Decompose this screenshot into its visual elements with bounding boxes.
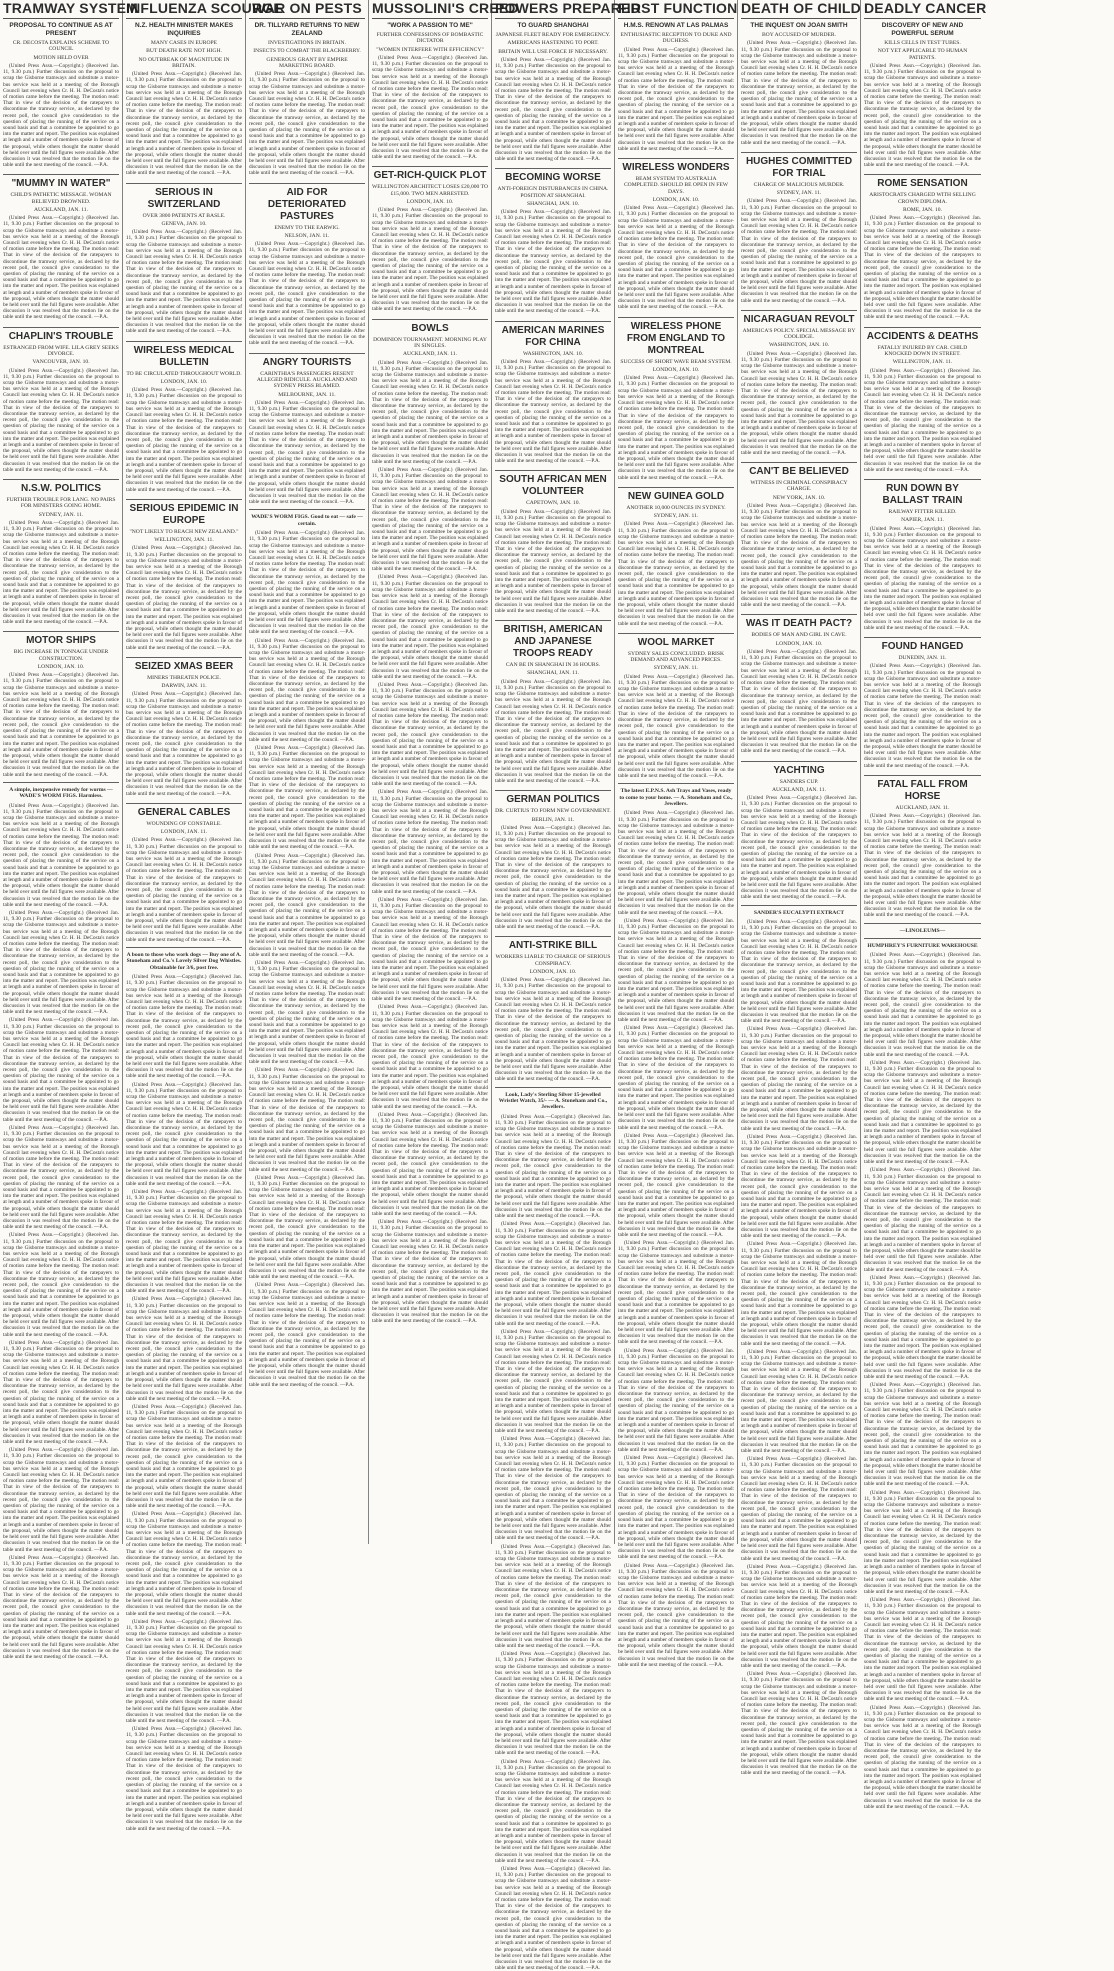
- story-headline: SOUTH AFRICAN MEN VOLUNTEER: [495, 470, 611, 498]
- story-dateline: AUCKLAND, JAN. 11.: [402, 351, 458, 358]
- story-dateline: MELBOURNE, JAN. 11.: [278, 391, 336, 398]
- filler-body: (United Press Assn.—Copyright.) (Received Jan. 11, 9.30 p.m.) Further discussion on the proposal to scrap the Gisborne tramways and substitute a motor-bus service was held at a meeting of the Borough Council last evening when Cr. H. H. DeCosta's notice of motion came before the meeting. The motion read: That in view of the decision of the ratepayers to discontinue the tramway service, as declared by the recent poll, the council give consideration to the question of placing the running of the service on a sound basis and that a committee be appointed to go into the matter and report. The position was explained at length and a number of members spoke in favour of the proposal, while others thought the matter should be held over until the full figures were available. After discussion it was resolved that the motion lie on the table until the next meeting of the council. —P.A.: [495, 1328, 611, 1434]
- filler-body: (United Press Assn.—Copyright.) (Received Jan. 11, 9.30 p.m.) Further discussion on the proposal to scrap the Gisborne tramways and substitute a motor-bus service was held at a meeting of the Borough Council last evening when Cr. H. H. DeCosta's notice of motion came before the meeting. The motion read: That in view of the decision of the ratepayers to discontinue the tramway service, as declared by the recent poll, the council give consideration to the question of placing the running of the service on a sound basis and that a committee be appointed to go into the matter and report. The position was explained at length and a number of members spoke in favour of the proposal, while others thought the matter should be held over until the full figures were available. After discussion it was resolved that the motion lie on the table until the next meeting of the council. —P.A.: [126, 1189, 242, 1295]
- filler-body: (United Press Assn.—Copyright.) (Received Jan. 11, 9.30 p.m.) Further discussion on the proposal to scrap the Gisborne tramways and substitute a motor-bus service was held at a meeting of the Borough Council last evening when Cr. H. H. DeCosta's notice of motion came before the meeting. The motion read: That in view of the decision of the ratepayers to discontinue the tramway service, as declared by the recent poll, the council give consideration to the question of placing the running of the service on a sound basis and that a committee be appointed to go into the matter and report. The position was explained at length and a number of members spoke in favour of the proposal, while others thought the matter should be held over until the full figures were available. After discussion it was resolved that the motion lie on the table until the next meeting of the council. —P.A.: [372, 1219, 488, 1325]
- story-deck: WOUNDING OF CONSTABLE.: [146, 820, 222, 827]
- article-body: (United Press Assn.—Copyright.) (Received Jan. 11, 9.30 p.m.) Further discussion on the proposal to scrap the Gisborne tramways and substitute a motor-bus service was held at a meeting of the Borough Council last evening when Cr. H. H. DeCosta's notice of motion came before the meeting. The motion read: That in view of the decision of the ratepayers to discontinue the tramway service, as declared by the recent poll, the council give consideration to the question of placing the running of the service on a sound basis and that a committee be appointed to go into the matter and report. The position was explained at length and a number of members spoke in favour of the proposal, while others thought the matter should be held over until the full figures were available. After discussion it was resolved that the motion lie on the table until the next meeting of the council. —P.A.: [3, 62, 119, 169]
- story-body: (United Press Assn.—Copyright.) (Received Jan. 11, 9.30 p.m.) Further discussion on the proposal to scrap the Gisborne tramways and substitute a motor-bus service was held at a meeting of the Borough Council last evening when Cr. H. H. DeCosta's notice of motion came before the meeting. The motion read: That in view of the decision of the ratepayers to discontinue the tramway service, as declared by the recent poll, the council give consideration to the question of placing the running of the service on a sound basis and that a committee be appointed to go into the matter and report. The position was explained at length and a number of members spoke in favour of the proposal, while others thought the matter should be held over until the full figures were available. After discussion it was resolved that the motion lie on the table until the next meeting of the council. —P.A.: [618, 375, 734, 481]
- story-headline: ROME SENSATION: [864, 174, 981, 190]
- story-headline: BECOMING WORSE: [495, 168, 611, 184]
- column-deck: FURTHER CONFESSIONS OF BOMBASTIC DICTATOR: [376, 32, 484, 45]
- story-deck: ANOTHER 10,000 OUNCES IN SYDNEY.: [626, 504, 726, 511]
- story-dateline: BERLIN, JAN. 11.: [531, 816, 575, 823]
- article-body: (United Press Assn.—Copyright.) (Received Jan. 11, 9.30 p.m.) Further discussion on the proposal to scrap the Gisborne tramways and substitute a motor-bus service was held at a meeting of the Borough Council last evening when Cr. H. H. DeCosta's notice of motion came before the meeting. The motion read: That in view of the decision of the ratepayers to discontinue the tramway service, as declared by the recent poll, the council give consideration to the question of placing the running of the service on a sound basis and that a committee be appointed to go into the matter and report. The position was explained at length and a number of members spoke in favour of the proposal, while others thought the matter should be held over until the full figures were available. After discussion it was resolved that the motion lie on the table until the next meeting of the council. —P.A.: [618, 46, 734, 152]
- column-headline: MUSSOLINI'S CREED: [372, 0, 488, 19]
- story-deck: SANDERS CUP.: [779, 778, 819, 785]
- column-7: [738, 0, 861, 1777]
- column-subheading: PROPOSAL TO CONTINUE AS AT PRESENT: [9, 22, 113, 37]
- story-deck: BODIES OF MAN AND GIRL IN CAVE.: [751, 632, 847, 639]
- story-body: (United Press Assn.—Copyright.) (Received Jan. 11, 9.30 p.m.) Further discussion on the proposal to scrap the Gisborne tramways and substitute a motor-bus service was held at a meeting of the Borough Council last evening when Cr. H. H. DeCosta's notice of motion came before the meeting. The motion read: That in view of the decision of the ratepayers to discontinue the tramway service, as declared by the recent poll, the council give consideration to the question of placing the running of the service on a sound basis and that a committee be appointed to go into the matter and report. The position was explained at length and a number of members spoke in favour of the proposal, while others thought the matter should be held over until the full figures were available. After discussion it was resolved that the motion lie on the table until the next meeting of the council. —P.A.: [741, 350, 857, 456]
- column-deck: MOTION HELD OVER: [33, 54, 89, 61]
- column-deck: NOT YET APPLICABLE TO HUMAN PATIENTS.: [877, 48, 968, 61]
- column-subheading: H.M.S. RENOWN AT LAS PALMAS: [623, 22, 729, 29]
- column-headline: FIRST FUNCTION: [618, 0, 734, 19]
- divider: [618, 783, 734, 784]
- filler-body: (United Press Assn.—Copyright.) (Received Jan. 11, 9.30 p.m.) Further discussion on the proposal to scrap the Gisborne tramways and substitute a motor-bus service was held at a meeting of the Borough Council last evening when Cr. H. H. DeCosta's notice of motion came before the meeting. The motion read: That in view of the decision of the ratepayers to discontinue the tramway service, as declared by the recent poll, the council give consideration to the question of placing the running of the service on a sound basis and that a committee be appointed to go into the matter and report. The position was explained at length and a number of members spoke in favour of the proposal, while others thought the matter should be held over until the full figures were available. After discussion it was resolved that the motion lie on the table until the next meeting of the council. —P.A.: [372, 681, 488, 788]
- filler-body: (United Press Assn.—Copyright.) (Received Jan. 11, 9.30 p.m.) Further discussion on the proposal to scrap the Gisborne tramways and substitute a motor-bus service was held at a meeting of the Borough Council last evening when Cr. H. H. DeCosta's notice of motion came before the meeting. The motion read: That in view of the decision of the ratepayers to discontinue the tramway service, as declared by the recent poll, the council give consideration to the question of placing the running of the service on a sound basis and that a committee be appointed to go into the matter and report. The position was explained at length and a number of members spoke in favour of the proposal, while others thought the matter should be held over until the full figures were available. After discussion it was resolved that the motion lie on the table until the next meeting of the council. —P.A.: [618, 1240, 734, 1346]
- story-body: (United Press Assn.—Copyright.) (Received Jan. 11, 9.30 p.m.) Further discussion on the proposal to scrap the Gisborne tramways and substitute a motor-bus service was held at a meeting of the Borough Council last evening when Cr. H. H. DeCosta's notice of motion came before the meeting. The motion read: That in view of the decision of the ratepayers to discontinue the tramway service, as declared by the recent poll, the council give consideration to the question of placing the running of the service on a sound basis and that a committee be appointed to go into the matter and report. The position was explained at length and a number of members spoke in favour of the proposal, while others thought the matter should be held over until the full figures were available. After discussion it was resolved that the motion lie on the table until the next meeting of the council. —P.A.: [741, 649, 857, 755]
- column-subheading: TO GUARD SHANGHAI: [517, 22, 589, 29]
- filler-body: (United Press Assn.—Copyright.) (Received Jan. 11, 9.30 p.m.) Further discussion on the proposal to scrap the Gisborne tramways and substitute a motor-bus service was held at a meeting of the Borough Council last evening when Cr. H. H. DeCosta's notice of motion came before the meeting. The motion read: That in view of the decision of the ratepayers to discontinue the tramway service, as declared by the recent poll, the council give consideration to the question of placing the running of the service on a sound basis and that a committee be appointed to go into the matter and report. The position was explained at length and a number of members spoke in favour of the proposal, while others thought the matter should be held over until the full figures were available. After discussion it was resolved that the motion lie on the table until the next meeting of the council. —P.A.: [3, 1554, 119, 1660]
- story-deck: SUCCESS OF SHORT WAVE BEAM SYSTEM.: [620, 358, 732, 365]
- story-dateline: SYDNEY, JAN. 11.: [653, 513, 699, 520]
- filler-body: (United Press Assn.—Copyright.) (Received Jan. 11, 9.30 p.m.) Further discussion on the proposal to scrap the Gisborne tramways and substitute a motor-bus service was held at a meeting of the Borough Council last evening when Cr. H. H. DeCosta's notice of motion came before the meeting. The motion read: That in view of the decision of the ratepayers to discontinue the tramway service, as declared by the recent poll, the council give consideration to the question of placing the running of the service on a sound basis and that a committee be appointed to go into the matter and report. The position was explained at length and a number of members spoke in favour of the proposal, while others thought the matter should be held over until the full figures were available. After discussion it was resolved that the motion lie on the table until the next meeting of the council. —P.A.: [249, 1067, 365, 1173]
- filler-body: (United Press Assn.—Copyright.) (Received Jan. 11, 9.30 p.m.) Further discussion on the proposal to scrap the Gisborne tramways and substitute a motor-bus service was held at a meeting of the Borough Council last evening when Cr. H. H. DeCosta's notice of motion came before the meeting. The motion read: That in view of the decision of the ratepayers to discontinue the tramway service, as declared by the recent poll, the council give consideration to the question of placing the running of the service on a sound basis and that a committee be appointed to go into the matter and report. The position was explained at length and a number of members spoke in favour of the proposal, while others thought the matter should be held over until the full figures were available. After discussion it was resolved that the motion lie on the table until the next meeting of the council. —P.A.: [618, 810, 734, 916]
- story-headline: FATAL FALL FROM HORSE: [864, 775, 981, 803]
- story-deck: TO BE CIRCULATED THROUGHOUT WORLD.: [126, 370, 242, 377]
- filler-body: (United Press Assn.—Copyright.) (Received Jan. 11, 9.30 p.m.) Further discussion on the proposal to scrap the Gisborne tramways and substitute a motor-bus service was held at a meeting of the Borough Council last evening when Cr. H. H. DeCosta's notice of motion came before the meeting. The motion read: That in view of the decision of the ratepayers to discontinue the tramway service, as declared by the recent poll, the council give consideration to the question of placing the running of the service on a sound basis and that a committee be appointed to go into the matter and report. The position was explained at length and a number of members spoke in favour of the proposal, while others thought the matter should be held over until the full figures were available. After discussion it was resolved that the motion lie on the table until the next meeting of the council. —P.A.: [618, 1562, 734, 1668]
- column-deck: BRITAIN WILL USE FORCE IF NECESSARY.: [498, 48, 608, 55]
- column-4: [369, 0, 519, 1544]
- story-dateline: SYDNEY, JAN. 11.: [653, 665, 699, 672]
- divider: [741, 905, 857, 906]
- story-headline: YACHTING: [741, 761, 857, 777]
- column-deck: BOY ACCUSED OF MURDER.: [761, 32, 837, 38]
- filler-body: (United Press Assn.—Copyright.) (Received Jan. 11, 9.30 p.m.) Further discussion on the proposal to scrap the Gisborne tramways and substitute a motor-bus service was held at a meeting of the Borough Council last evening when Cr. H. H. DeCosta's notice of motion came before the meeting. The motion read: That in view of the decision of the ratepayers to discontinue the tramway service, as declared by the recent poll, the council give consideration to the question of placing the running of the service on a sound basis and that a committee be appointed to go into the matter and report. The position was explained at length and a number of members spoke in favour of the proposal, while others thought the matter should be held over until the full figures were available. After discussion it was resolved that the motion lie on the table until the next meeting of the council. —P.A.: [3, 1447, 119, 1553]
- filler-body: (United Press Assn.—Copyright.) (Received Jan. 11, 9.30 p.m.) Further discussion on the proposal to scrap the Gisborne tramways and substitute a motor-bus service was held at a meeting of the Borough Council last evening when Cr. H. H. DeCosta's notice of motion came before the meeting. The motion read: That in view of the decision of the ratepayers to discontinue the tramway service, as declared by the recent poll, the council give consideration to the question of placing the running of the service on a sound basis and that a committee be appointed to go into the matter and report. The position was explained at length and a number of members spoke in favour of the proposal, while others thought the matter should be held over until the full figures were available. After discussion it was resolved that the motion lie on the table until the next meeting of the council. —P.A.: [495, 1543, 611, 1649]
- story-deck: WORKERS LIABLE TO CHARGE OF SERIOUS CONSPIRACY.: [495, 954, 611, 967]
- column-headline: WAR ON PESTS: [249, 0, 365, 19]
- advertisement: —LINOLEUMS—: [899, 927, 946, 934]
- column-subheading: N.Z. HEALTH MINISTER MAKES INQUIRIES: [134, 22, 234, 37]
- story-dateline: LONDON, JAN. 10.: [652, 196, 700, 203]
- story-dateline: SHANGHAI, JAN. 11.: [527, 670, 579, 677]
- story-deck: RAILWAY FITTER KILLED.: [888, 509, 957, 516]
- story-dateline: NELSON, JAN. 11.: [284, 232, 330, 239]
- story-headline: SERIOUS EPIDEMIC IN EUROPE: [126, 499, 242, 527]
- column-subheading: DR. TILLYARD RETURNS TO NEW ZEALAND: [254, 22, 360, 37]
- divider: [495, 1087, 611, 1088]
- filler-body: (United Press Assn.—Copyright.) (Received Jan. 11, 9.30 p.m.) Further discussion on the proposal to scrap the Gisborne tramways and substitute a motor-bus service was held at a meeting of the Borough Council last evening when Cr. H. H. DeCosta's notice of motion came before the meeting. The motion read: That in view of the decision of the ratepayers to discontinue the tramway service, as declared by the recent poll, the council give consideration to the question of placing the running of the service on a sound basis and that a committee be appointed to go into the matter and report. The position was explained at length and a number of members spoke in favour of the proposal, while others thought the matter should be held over until the full figures were available. After discussion it was resolved that the motion lie on the table until the next meeting of the council. —P.A.: [495, 1866, 611, 1971]
- filler-body: (United Press Assn.—Copyright.) (Received Jan. 11, 9.30 p.m.) Further discussion on the proposal to scrap the Gisborne tramways and substitute a motor-bus service was held at a meeting of the Borough Council last evening when Cr. H. H. DeCosta's notice of motion came before the meeting. The motion read: That in view of the decision of the ratepayers to discontinue the tramway service, as declared by the recent poll, the council give consideration to the question of placing the running of the service on a sound basis and that a committee be appointed to go into the matter and report. The position was explained at length and a number of members spoke in favour of the proposal, while others thought the matter should be held over until the full figures were available. After discussion it was resolved that the motion lie on the table until the next meeting of the council. —P.A.: [126, 974, 242, 1080]
- filler-body: (United Press Assn.—Copyright.) (Received Jan. 11, 9.30 p.m.) Further discussion on the proposal to scrap the Gisborne tramways and substitute a motor-bus service was held at a meeting of the Borough Council last evening when Cr. H. H. DeCosta's notice of motion came before the meeting. The motion read: That in view of the decision of the ratepayers to discontinue the tramway service, as declared by the recent poll, the council give consideration to the question of placing the running of the service on a sound basis and that a committee be appointed to go into the matter and report. The position was explained at length and a number of members spoke in favour of the proposal, while others thought the matter should be held over until the full figures were available. After discussion it was resolved that the motion lie on the table until the next meeting of the council. —P.A.: [618, 1132, 734, 1238]
- story-deck: DR. CURTIUS TO FORM NEW GOVERNMENT.: [495, 808, 611, 815]
- story-dateline: WASHINGTON, JAN. 10.: [768, 342, 830, 349]
- story-body: (United Press Assn.—Copyright.) (Received Jan. 11, 9.30 p.m.) Further discussion on the proposal to scrap the Gisborne tramways and substitute a motor-bus service was held at a meeting of the Borough Council last evening when Cr. H. H. DeCosta's notice of motion came before the meeting. The motion read: That in view of the decision of the ratepayers to discontinue the tramway service, as declared by the recent poll, the council give consideration to the question of placing the running of the service on a sound basis and that a committee be appointed to go into the matter and report. The position was explained at length and a number of members spoke in favour of the proposal, while others thought the matter should be held over until the full figures were available. After discussion it was resolved that the motion lie on the table until the next meeting of the council. —P.A.: [495, 824, 611, 931]
- filler-body: (United Press Assn.—Copyright.) (Received Jan. 11, 9.30 p.m.) Further discussion on the proposal to scrap the Gisborne tramways and substitute a motor-bus service was held at a meeting of the Borough Council last evening when Cr. H. H. DeCosta's notice of motion came before the meeting. The motion read: That in view of the decision of the ratepayers to discontinue the tramway service, as declared by the recent poll, the council give consideration to the question of placing the running of the service on a sound basis and that a committee be appointed to go into the matter and report. The position was explained at length and a number of members spoke in favour of the proposal, while others thought the matter should be held over until the full figures were available. After discussion it was resolved that the motion lie on the table until the next meeting of the council. —P.A.: [372, 789, 488, 895]
- story-body: (United Press Assn.—Copyright.) (Received Jan. 11, 9.30 p.m.) Further discussion on the proposal to scrap the Gisborne tramways and substitute a motor-bus service was held at a meeting of the Borough Council last evening when Cr. H. H. DeCosta's notice of motion came before the meeting. The motion read: That in view of the decision of the ratepayers to discontinue the tramway service, as declared by the recent poll, the council give consideration to the question of placing the running of the service on a sound basis and that a committee be appointed to go into the matter and report. The position was explained at length and a number of members spoke in favour of the proposal, while others thought the matter should be held over until the full figures were available. After discussion it was resolved that the motion lie on the table until the next meeting of the council. —P.A.: [495, 508, 611, 614]
- filler-body: (United Press Assn.—Copyright.) (Received Jan. 11, 9.30 p.m.) Further discussion on the proposal to scrap the Gisborne tramways and substitute a motor-bus service was held at a meeting of the Borough Council last evening when Cr. H. H. DeCosta's notice of motion came before the meeting. The motion read: That in view of the decision of the ratepayers to discontinue the tramway service, as declared by the recent poll, the council give consideration to the question of placing the running of the service on a sound basis and that a committee be appointed to go into the matter and report. The position was explained at length and a number of members spoke in favour of the proposal, while others thought the matter should be held over until the full figures were available. After discussion it was resolved that the motion lie on the table until the next meeting of the council. —P.A.: [741, 1241, 857, 1347]
- story-dateline: WELLINGTON, JAN. 11.: [892, 359, 953, 366]
- story-headline: AMERICAN MARINES FOR CHINA: [495, 321, 611, 349]
- article-body: (United Press Assn.—Copyright.) (Received Jan. 11, 9.30 p.m.) Further discussion on the proposal to scrap the Gisborne tramways and substitute a motor-bus service was held at a meeting of the Borough Council last evening when Cr. H. H. DeCosta's notice of motion came before the meeting. The motion read: That in view of the decision of the ratepayers to discontinue the tramway service, as declared by the recent poll, the council give consideration to the question of placing the running of the service on a sound basis and that a committee be appointed to go into the matter and report. The position was explained at length and a number of members spoke in favour of the proposal, while others thought the matter should be held over until the full figures were available. After discussion it was resolved that the motion lie on the table until the next meeting of the council. —P.A.: [249, 71, 365, 177]
- story-headline: SERIOUS IN SWITZERLAND: [126, 183, 242, 211]
- column-deck: MANY CASES IN EUROPE: [150, 40, 218, 46]
- filler-body: (United Press Assn.—Copyright.) (Received Jan. 11, 9.30 p.m.) Further discussion on the proposal to scrap the Gisborne tramways and substitute a motor-bus service was held at a meeting of the Borough Council last evening when Cr. H. H. DeCosta's notice of motion came before the meeting. The motion read: That in view of the decision of the ratepayers to discontinue the tramway service, as declared by the recent poll, the council give consideration to the question of placing the running of the service on a sound basis and that a committee be appointed to go into the matter and report. The position was explained at length and a number of members spoke in favour of the proposal, while others thought the matter should be held over until the full figures were available. After discussion it was resolved that the motion lie on the table until the next meeting of the council. —P.A.: [126, 1618, 242, 1725]
- story-headline: FOUND HANGED: [864, 637, 981, 653]
- article-body: (United Press Assn.—Copyright.) (Received Jan. 11, 9.30 p.m.) Further discussion on the proposal to scrap the Gisborne tramways and substitute a motor-bus service was held at a meeting of the Borough Council last evening when Cr. H. H. DeCosta's notice of motion came before the meeting. The motion read: That in view of the decision of the ratepayers to discontinue the tramway service, as declared by the recent poll, the council give consideration to the question of placing the running of the service on a sound basis and that a committee be appointed to go into the matter and report. The position was explained at length and a number of members spoke in favour of the proposal, while others thought the matter should be held over until the full figures were available. After discussion it was resolved that the motion lie on the table until the next meeting of the council. —P.A.: [372, 54, 488, 161]
- story-dateline: LONDON, JAN. 10.: [652, 366, 700, 373]
- column-3: [246, 0, 369, 1544]
- column-deck: "WOMEN INTERFERE WITH EFFICIENCY": [376, 46, 484, 53]
- story-deck: ANTI-FOREIGN DISTURBANCES IN CHINA. POSITION AT SHANGHAI.: [497, 186, 609, 199]
- filler-body: (United Press Assn.—Copyright.) (Received Jan. 11, 9.30 p.m.) Further discussion on the proposal to scrap the Gisborne tramways and substitute a motor-bus service was held at a meeting of the Borough Council last evening when Cr. H. H. DeCosta's notice of motion came before the meeting. The motion read: That in view of the decision of the ratepayers to discontinue the tramway service, as declared by the recent poll, the council give consideration to the question of placing the running of the service on a sound basis and that a committee be appointed to go into the matter and report. The position was explained at length and a number of members spoke in favour of the proposal, while others thought the matter should be held over until the full figures were available. After discussion it was resolved that the motion lie on the table until the next meeting of the council. —P.A.: [3, 802, 119, 908]
- column-subheading: "WORK A PASSION TO ME": [387, 22, 473, 29]
- story-deck: FATALLY INJURED BY CAR. CHILD KNOCKED DOWN IN STREET.: [877, 344, 968, 357]
- story-deck: OVER 3800 PATIENTS AT BASLE.: [142, 212, 226, 219]
- advertisement: HUMPHREY'S FURNITURE WAREHOUSE: [867, 942, 978, 949]
- filler-body: (United Press Assn.—Copyright.) (Received Jan. 11, 9.30 p.m.) Further discussion on the proposal to scrap the Gisborne tramways and substitute a motor-bus service was held at a meeting of the Borough Council last evening when Cr. H. H. DeCosta's notice of motion came before the meeting. The motion read: That in view of the decision of the ratepayers to discontinue the tramway service, as declared by the recent poll, the council give consideration to the question of placing the running of the service on a sound basis and that a committee be appointed to go into the matter and report. The position was explained at length and a number of members spoke in favour of the proposal, while others thought the matter should be held over until the full figures were available. After discussion it was resolved that the motion lie on the table until the next meeting of the council. —P.A.: [249, 530, 365, 636]
- advertisement: Look, Lady's Sterling Silver 15-jewelled Wristlet Watch, 35/- — A. Stoneham and Co., Jewellers.: [498, 1091, 608, 1111]
- filler-body: (United Press Assn.—Copyright.) (Received Jan. 11, 9.30 p.m.) Further discussion on the proposal to scrap the Gisborne tramways and substitute a motor-bus service was held at a meeting of the Borough Council last evening when Cr. H. H. DeCosta's notice of motion came before the meeting. The motion read: That in view of the decision of the ratepayers to discontinue the tramway service, as declared by the recent poll, the council give consideration to the question of placing the running of the service on a sound basis and that a committee be appointed to go into the matter and report. The position was explained at length and a number of members spoke in favour of the proposal, while others thought the matter should be held over until the full figures were available. After discussion it was resolved that the motion lie on the table until the next meeting of the council. —P.A.: [495, 1436, 611, 1542]
- story-body: (United Press Assn.—Copyright.) (Received Jan. 11, 9.30 p.m.) Further discussion on the proposal to scrap the Gisborne tramways and substitute a motor-bus service was held at a meeting of the Borough Council last evening when Cr. H. H. DeCosta's notice of motion came before the meeting. The motion read: That in view of the decision of the ratepayers to discontinue the tramway service, as declared by the recent poll, the council give consideration to the question of placing the running of the service on a sound basis and that a committee be appointed to go into the matter and report. The position was explained at length and a number of members spoke in favour of the proposal, while others thought the matter should be held over until the full figures were available. After discussion it was resolved that the motion lie on the table until the next meeting of the council. —P.A.: [864, 813, 981, 919]
- filler-body: (United Press Assn.—Copyright.) (Received Jan. 11, 9.30 p.m.) Further discussion on the proposal to scrap the Gisborne tramways and substitute a motor-bus service was held at a meeting of the Borough Council last evening when Cr. H. H. DeCosta's notice of motion came before the meeting. The motion read: That in view of the decision of the ratepayers to discontinue the tramway service, as declared by the recent poll, the council give consideration to the question of placing the running of the service on a sound basis and that a committee be appointed to go into the matter and report. The position was explained at length and a number of members spoke in favour of the proposal, while others thought the matter should be held over until the full figures were available. After discussion it was resolved that the motion lie on the table until the next meeting of the council. —P.A.: [741, 1671, 857, 1777]
- article-body: (United Press Assn.—Copyright.) (Received Jan. 11, 9.30 p.m.) Further discussion on the proposal to scrap the Gisborne tramways and substitute a motor-bus service was held at a meeting of the Borough Council last evening when Cr. H. H. DeCosta's notice of motion came before the meeting. The motion read: That in view of the decision of the ratepayers to discontinue the tramway service, as declared by the recent poll, the council give consideration to the question of placing the running of the service on a sound basis and that a committee be appointed to go into the matter and report. The position was explained at length and a number of members spoke in favour of the proposal, while others thought the matter should be held over until the full figures were available. After discussion it was resolved that the motion lie on the table until the next meeting of the council. —P.A.: [495, 56, 611, 163]
- filler-body: (United Press Assn.—Copyright.) (Received Jan. 11, 9.30 p.m.) Further discussion on the proposal to scrap the Gisborne tramways and substitute a motor-bus service was held at a meeting of the Borough Council last evening when Cr. H. H. DeCosta's notice of motion came before the meeting. The motion read: That in view of the decision of the ratepayers to discontinue the tramway service, as declared by the recent poll, the council give consideration to the question of placing the running of the service on a sound basis and that a committee be appointed to go into the matter and report. The position was explained at length and a number of members spoke in favour of the proposal, while others thought the matter should be held over until the full figures were available. After discussion it was resolved that the motion lie on the table until the next meeting of the council. —P.A.: [741, 1563, 857, 1669]
- story-deck: CARINTHIA'S PASSENGERS RESENT ALLEGED RIDICULE. AUCKLAND AND SYDNEY PRESS BLAMED.: [256, 370, 358, 390]
- filler-body: (United Press Assn.—Copyright.) (Received Jan. 11, 9.30 p.m.) Further discussion on the proposal to scrap the Gisborne tramways and substitute a motor-bus service was held at a meeting of the Borough Council last evening when Cr. H. H. DeCosta's notice of motion came before the meeting. The motion read: That in view of the decision of the ratepayers to discontinue the tramway service, as declared by the recent poll, the council give consideration to the question of placing the running of the service on a sound basis and that a committee be appointed to go into the matter and report. The position was explained at length and a number of members spoke in favour of the proposal, while others thought the matter should be held over until the full figures were available. After discussion it was resolved that the motion lie on the table until the next meeting of the council. —P.A.: [741, 1348, 857, 1455]
- story-headline: SEIZED XMAS BEER: [126, 657, 242, 673]
- filler-body: (United Press Assn.—Copyright.) (Received Jan. 11, 9.30 p.m.) Further discussion on the proposal to scrap the Gisborne tramways and substitute a motor-bus service was held at a meeting of the Borough Council last evening when Cr. H. H. DeCosta's notice of motion came before the meeting. The motion read: That in view of the decision of the ratepayers to discontinue the tramway service, as declared by the recent poll, the council give consideration to the question of placing the running of the service on a sound basis and that a committee be appointed to go into the matter and report. The position was explained at length and a number of members spoke in favour of the proposal, while others thought the matter should be held over until the full figures were available. After discussion it was resolved that the motion lie on the table until the next meeting of the council. —P.A.: [741, 1456, 857, 1562]
- story-deck: BIG INCREASE IN TONNAGE UNDER CONSTRUCTION.: [13, 649, 109, 662]
- story-body: (United Press Assn.—Copyright.) (Received Jan. 11, 9.30 p.m.) Further discussion on the proposal to scrap the Gisborne tramways and substitute a motor-bus service was held at a meeting of the Borough Council last evening when Cr. H. H. DeCosta's notice of motion came before the meeting. The motion read: That in view of the decision of the ratepayers to discontinue the tramway service, as declared by the recent poll, the council give consideration to the question of placing the running of the service on a sound basis and that a committee be appointed to go into the matter and report. The position was explained at length and a number of members spoke in favour of the proposal, while others thought the matter should be held over until the full figures were available. After discussion it was resolved that the motion lie on the table until the next meeting of the council. —P.A.: [372, 359, 488, 465]
- story-dateline: DUNEDIN, JAN. 11.: [898, 655, 947, 662]
- filler-body: (United Press Assn.—Copyright.) (Received Jan. 11, 9.30 p.m.) Further discussion on the proposal to scrap the Gisborne tramways and substitute a motor-bus service was held at a meeting of the Borough Council last evening when Cr. H. H. DeCosta's notice of motion came before the meeting. The motion read: That in view of the decision of the ratepayers to discontinue the tramway service, as declared by the recent poll, the council give consideration to the question of placing the running of the service on a sound basis and that a committee be appointed to go into the matter and report. The position was explained at length and a number of members spoke in favour of the proposal, while others thought the matter should be held over until the full figures were available. After discussion it was resolved that the motion lie on the table until the next meeting of the council. —P.A.: [126, 1511, 242, 1617]
- filler-body: (United Press Assn.—Copyright.) (Received Jan. 11, 9.30 p.m.) Further discussion on the proposal to scrap the Gisborne tramways and substitute a motor-bus service was held at a meeting of the Borough Council last evening when Cr. H. H. DeCosta's notice of motion came before the meeting. The motion read: That in view of the decision of the ratepayers to discontinue the tramway service, as declared by the recent poll, the council give consideration to the question of placing the running of the service on a sound basis and that a committee be appointed to go into the matter and report. The position was explained at length and a number of members spoke in favour of the proposal, while others thought the matter should be held over until the full figures were available. After discussion it was resolved that the motion lie on the table until the next meeting of the council. —P.A.: [618, 1025, 734, 1131]
- story-dateline: AUCKLAND, JAN. 11.: [771, 786, 827, 793]
- story-body: (United Press Assn.—Copyright.) (Received Jan. 11, 9.30 p.m.) Further discussion on the proposal to scrap the Gisborne tramways and substitute a motor-bus service was held at a meeting of the Borough Council last evening when Cr. H. H. DeCosta's notice of motion came before the meeting. The motion read: That in view of the decision of the ratepayers to discontinue the tramway service, as declared by the recent poll, the council give consideration to the question of placing the running of the service on a sound basis and that a committee be appointed to go into the matter and report. The position was explained at length and a number of members spoke in favour of the proposal, while others thought the matter should be held over until the full figures were available. After discussion it was resolved that the motion lie on the table until the next meeting of the council. —P.A.: [618, 673, 734, 779]
- column-deck: AMERICANS HASTENING TO PORT.: [507, 40, 599, 47]
- advertisement: A simple, inexpensive remedy for worms — WADE'S WORM FIGS. Harmless.: [9, 786, 113, 800]
- filler-body: (United Press Assn.—Copyright.) (Received Jan. 11, 9.30 p.m.) Further discussion on the proposal to scrap the Gisborne tramways and substitute a motor-bus service was held at a meeting of the Borough Council last evening when Cr. H. H. DeCosta's notice of motion came before the meeting. The motion read: That in view of the decision of the ratepayers to discontinue the tramway service, as declared by the recent poll, the council give consideration to the question of placing the running of the service on a sound basis and that a committee be appointed to go into the matter and report. The position was explained at length and a number of members spoke in favour of the proposal, while others thought the matter should be held over until the full figures were available. After discussion it was resolved that the motion lie on the table until the next meeting of the council. —P.A.: [126, 1726, 242, 1832]
- story-body: (United Press Assn.—Copyright.) (Received Jan. 11, 9.30 p.m.) Further discussion on the proposal to scrap the Gisborne tramways and substitute a motor-bus service was held at a meeting of the Borough Council last evening when Cr. H. H. DeCosta's notice of motion came before the meeting. The motion read: That in view of the decision of the ratepayers to discontinue the tramway service, as declared by the recent poll, the council give consideration to the question of placing the running of the service on a sound basis and that a committee be appointed to go into the matter and report. The position was explained at length and a number of members spoke in favour of the proposal, while others thought the matter should be held over until the full figures were available. After discussion it was resolved that the motion lie on the table until the next meeting of the council. —P.A.: [741, 795, 857, 901]
- story-deck: CAN BE IN SHANGHAI IN 36 HOURS.: [505, 662, 601, 669]
- story-dateline: DARWIN, JAN. 11.: [161, 683, 207, 690]
- story-headline: GET-RICH-QUICK PLOT: [372, 166, 488, 182]
- filler-body: (United Press Assn.—Copyright.) (Received Jan. 11, 9.30 p.m.) Further discussion on the proposal to scrap the Gisborne tramways and substitute a motor-bus service was held at a meeting of the Borough Council last evening when Cr. H. H. DeCosta's notice of motion came before the meeting. The motion read: That in view of the decision of the ratepayers to discontinue the tramway service, as declared by the recent poll, the council give consideration to the question of placing the running of the service on a sound basis and that a committee be appointed to go into the matter and report. The position was explained at length and a number of members spoke in favour of the proposal, while others thought the matter should be held over until the full figures were available. After discussion it was resolved that the motion lie on the table until the next meeting of the council. —P.A.: [372, 896, 488, 1003]
- story-body: (United Press Assn.—Copyright.) (Received Jan. 11, 9.30 p.m.) Further discussion on the proposal to scrap the Gisborne tramways and substitute a motor-bus service was held at a meeting of the Borough Council last evening when Cr. H. H. DeCosta's notice of motion came before the meeting. The motion read: That in view of the decision of the ratepayers to discontinue the tramway service, as declared by the recent poll, the council give consideration to the question of placing the running of the service on a sound basis and that a committee be appointed to go into the matter and report. The position was explained at length and a number of members spoke in favour of the proposal, while others thought the matter should be held over until the full figures were available. After discussion it was resolved that the motion lie on the table until the next meeting of the council. —P.A.: [495, 358, 611, 465]
- story-body: (United Press Assn.—Copyright.) (Received Jan. 11, 9.30 p.m.) Further discussion on the proposal to scrap the Gisborne tramways and substitute a motor-bus service was held at a meeting of the Borough Council last evening when Cr. H. H. DeCosta's notice of motion came before the meeting. The motion read: That in view of the decision of the ratepayers to discontinue the tramway service, as declared by the recent poll, the council give consideration to the question of placing the running of the service on a sound basis and that a committee be appointed to go into the matter and report. The position was explained at length and a number of members spoke in favour of the proposal, while others thought the matter should be held over until the full figures were available. After discussion it was resolved that the motion lie on the table until the next meeting of the council. —P.A.: [3, 672, 119, 778]
- story-body: (United Press Assn.—Copyright.) (Received Jan. 11, 9.30 p.m.) Further discussion on the proposal to scrap the Gisborne tramways and substitute a motor-bus service was held at a meeting of the Borough Council last evening when Cr. H. H. DeCosta's notice of motion came before the meeting. The motion read: That in view of the decision of the ratepayers to discontinue the tramway service, as declared by the recent poll, the council give consideration to the question of placing the running of the service on a sound basis and that a committee be appointed to go into the matter and report. The position was explained at length and a number of members spoke in favour of the proposal, while others thought the matter should be held over until the full figures were available. After discussion it was resolved that the motion lie on the table until the next meeting of the council. —P.A.: [864, 663, 981, 769]
- story-dateline: LONDON, JAN. 10.: [529, 968, 577, 975]
- advertisement: A boon to those who work dogs — Buy one of A. Stoneham and Co.'s Lovely Silver Dog Whistles. Obtainable for 3/6, post free.: [126, 951, 242, 971]
- story-body: (United Press Assn.—Copyright.) (Received Jan. 11, 9.30 p.m.) Further discussion on the proposal to scrap the Gisborne tramways and substitute a motor-bus service was held at a meeting of the Borough Council last evening when Cr. H. H. DeCosta's notice of motion came before the meeting. The motion read: That in view of the decision of the ratepayers to discontinue the tramway service, as declared by the recent poll, the council give consideration to the question of placing the running of the service on a sound basis and that a committee be appointed to go into the matter and report. The position was explained at length and a number of members spoke in favour of the proposal, while others thought the matter should be held over until the full figures were available. After discussion it was resolved that the motion lie on the table until the next meeting of the council. —P.A.: [3, 367, 119, 473]
- story-deck: CHARGE OF MALICIOUS MURDER.: [753, 181, 845, 188]
- column-headline: POWERS PREPARED: [495, 0, 611, 19]
- filler-body: (United Press Assn.—Copyright.) (Received Jan. 11, 9.30 p.m.) Further discussion on the proposal to scrap the Gisborne tramways and substitute a motor-bus service was held at a meeting of the Borough Council last evening when Cr. H. H. DeCosta's notice of motion came before the meeting. The motion read: That in view of the decision of the ratepayers to discontinue the tramway service, as declared by the recent poll, the council give consideration to the question of placing the running of the service on a sound basis and that a committee be appointed to go into the matter and report. The position was explained at length and a number of members spoke in favour of the proposal, while others thought the matter should be held over until the full figures were available. After discussion it was resolved that the motion lie on the table until the next meeting of the council. —P.A.: [741, 918, 857, 1025]
- story-headline: WAS IT DEATH PACT?: [741, 614, 857, 630]
- story-body: (United Press Assn.—Copyright.) (Received Jan. 11, 9.30 p.m.) Further discussion on the proposal to scrap the Gisborne tramways and substitute a motor-bus service was held at a meeting of the Borough Council last evening when Cr. H. H. DeCosta's notice of motion came before the meeting. The motion read: That in view of the decision of the ratepayers to discontinue the tramway service, as declared by the recent poll, the council give consideration to the question of placing the running of the service on a sound basis and that a committee be appointed to go into the matter and report. The position was explained at length and a number of members spoke in favour of the proposal, while others thought the matter should be held over until the full figures were available. After discussion it was resolved that the motion lie on the table until the next meeting of the council. —P.A.: [3, 215, 119, 321]
- filler-body: (United Press Assn.—Copyright.) (Received Jan. 11, 9.30 p.m.) Further discussion on the proposal to scrap the Gisborne tramways and substitute a motor-bus service was held at a meeting of the Borough Council last evening when Cr. H. H. DeCosta's notice of motion came before the meeting. The motion read: That in view of the decision of the ratepayers to discontinue the tramway service, as declared by the recent poll, the council give consideration to the question of placing the running of the service on a sound basis and that a committee be appointed to go into the matter and report. The position was explained at length and a number of members spoke in favour of the proposal, while others thought the matter should be held over until the full figures were available. After discussion it was resolved that the motion lie on the table until the next meeting of the council. —P.A.: [249, 852, 365, 958]
- story-headline: NEW GUINEA GOLD: [618, 487, 734, 503]
- story-deck: SYDNEY SALES CONCLUDED. BRISK DEMAND AND ADVANCED PRICES.: [627, 650, 725, 664]
- divider: [249, 509, 365, 510]
- filler-body: (United Press Assn.—Copyright.) (Received Jan. 11, 9.30 p.m.) Further discussion on the proposal to scrap the Gisborne tramways and substitute a motor-bus service was held at a meeting of the Borough Council last evening when Cr. H. H. DeCosta's notice of motion came before the meeting. The motion read: That in view of the decision of the ratepayers to discontinue the tramway service, as declared by the recent poll, the council give consideration to the question of placing the running of the service on a sound basis and that a committee be appointed to go into the matter and report. The position was explained at length and a number of members spoke in favour of the proposal, while others thought the matter should be held over until the full figures were available. After discussion it was resolved that the motion lie on the table until the next meeting of the council. —P.A.: [495, 1221, 611, 1327]
- filler-body: (United Press Assn.—Copyright.) (Received Jan. 11, 9.30 p.m.) Further discussion on the proposal to scrap the Gisborne tramways and substitute a motor-bus service was held at a meeting of the Borough Council last evening when Cr. H. H. DeCosta's notice of motion came before the meeting. The motion read: That in view of the decision of the ratepayers to discontinue the tramway service, as declared by the recent poll, the council give consideration to the question of placing the running of the service on a sound basis and that a committee be appointed to go into the matter and report. The position was explained at length and a number of members spoke in favour of the proposal, while others thought the matter should be held over until the full figures were available. After discussion it was resolved that the motion lie on the table until the next meeting of the council. —P.A.: [864, 1167, 981, 1273]
- filler-body: (United Press Assn.—Copyright.) (Received Jan. 11, 9.30 p.m.) Further discussion on the proposal to scrap the Gisborne tramways and substitute a motor-bus service was held at a meeting of the Borough Council last evening when Cr. H. H. DeCosta's notice of motion came before the meeting. The motion read: That in view of the decision of the ratepayers to discontinue the tramway service, as declared by the recent poll, the council give consideration to the question of placing the running of the service on a sound basis and that a committee be appointed to go into the matter and report. The position was explained at length and a number of members spoke in favour of the proposal, while others thought the matter should be held over until the full figures were available. After discussion it was resolved that the motion lie on the table until the next meeting of the council. —P.A.: [3, 1339, 119, 1446]
- filler-body: (United Press Assn.—Copyright.) (Received Jan. 11, 9.30 p.m.) Further discussion on the proposal to scrap the Gisborne tramways and substitute a motor-bus service was held at a meeting of the Borough Council last evening when Cr. H. H. DeCosta's notice of motion came before the meeting. The motion read: That in view of the decision of the ratepayers to discontinue the tramway service, as declared by the recent poll, the council give consideration to the question of placing the running of the service on a sound basis and that a committee be appointed to go into the matter and report. The position was explained at length and a number of members spoke in favour of the proposal, while others thought the matter should be held over until the full figures were available. After discussion it was resolved that the motion lie on the table until the next meeting of the council. —P.A.: [249, 745, 365, 851]
- story-dateline: GENEVA, JAN. 10.: [161, 220, 207, 227]
- story-headline: CAN'T BE BELIEVED: [741, 462, 857, 478]
- story-body: (United Press Assn.—Copyright.) (Received Jan. 11, 9.30 p.m.) Further discussion on the proposal to scrap the Gisborne tramways and substitute a motor-bus service was held at a meeting of the Borough Council last evening when Cr. H. H. DeCosta's notice of motion came before the meeting. The motion read: That in view of the decision of the ratepayers to discontinue the tramway service, as declared by the recent poll, the council give consideration to the question of placing the running of the service on a sound basis and that a committee be appointed to go into the matter and report. The position was explained at length and a number of members spoke in favour of the proposal, while others thought the matter should be held over until the full figures were available. After discussion it was resolved that the motion lie on the table until the next meeting of the council. —P.A.: [864, 525, 981, 631]
- story-headline: N.S.W. POLITICS: [3, 479, 119, 495]
- filler-body: (United Press Assn.—Copyright.) (Received Jan. 11, 9.30 p.m.) Further discussion on the proposal to scrap the Gisborne tramways and substitute a motor-bus service was held at a meeting of the Borough Council last evening when Cr. H. H. DeCosta's notice of motion came before the meeting. The motion read: That in view of the decision of the ratepayers to discontinue the tramway service, as declared by the recent poll, the council give consideration to the question of placing the running of the service on a sound basis and that a committee be appointed to go into the matter and report. The position was explained at length and a number of members spoke in favour of the proposal, while others thought the matter should be held over until the full figures were available. After discussion it was resolved that the motion lie on the table until the next meeting of the council. —P.A.: [372, 1004, 488, 1110]
- story-headline: GERMAN POLITICS: [495, 790, 611, 806]
- story-dateline: WASHINGTON, JAN. 10.: [522, 350, 584, 357]
- story-headline: BOWLS: [372, 319, 488, 335]
- story-dateline: SHANGHAI, JAN. 10.: [526, 200, 580, 207]
- story-dateline: ROME, JAN. 10.: [902, 206, 942, 213]
- story-deck: AMERICA'S POLICY. SPECIAL MESSAGE BY COOLIDGE.: [742, 327, 856, 341]
- story-dateline: SYDNEY, JAN. 11.: [38, 511, 84, 518]
- filler-body: (United Press Assn.—Copyright.) (Received Jan. 11, 9.30 p.m.) Further discussion on the proposal to scrap the Gisborne tramways and substitute a motor-bus service was held at a meeting of the Borough Council last evening when Cr. H. H. DeCosta's notice of motion came before the meeting. The motion read: That in view of the decision of the ratepayers to discontinue the tramway service, as declared by the recent poll, the council give consideration to the question of placing the running of the service on a sound basis and that a committee be appointed to go into the matter and report. The position was explained at length and a number of members spoke in favour of the proposal, while others thought the matter should be held over until the full figures were available. After discussion it was resolved that the motion lie on the table until the next meeting of the council. —P.A.: [372, 1111, 488, 1217]
- story-headline: WOOL MARKET: [618, 633, 734, 649]
- filler-body: (United Press Assn.—Copyright.) (Received Jan. 11, 9.30 p.m.) Further discussion on the proposal to scrap the Gisborne tramways and substitute a motor-bus service was held at a meeting of the Borough Council last evening when Cr. H. H. DeCosta's notice of motion came before the meeting. The motion read: That in view of the decision of the ratepayers to discontinue the tramway service, as declared by the recent poll, the council give consideration to the question of placing the running of the service on a sound basis and that a committee be appointed to go into the matter and report. The position was explained at length and a number of members spoke in favour of the proposal, while others thought the matter should be held over until the full figures were available. After discussion it was resolved that the motion lie on the table until the next meeting of the council. —P.A.: [249, 1174, 365, 1281]
- divider: [3, 782, 119, 783]
- story-headline: WIRELESS MEDICAL BULLETIN: [126, 341, 242, 369]
- story-body: (United Press Assn.—Copyright.) (Received Jan. 11, 9.30 p.m.) Further discussion on the proposal to scrap the Gisborne tramways and substitute a motor-bus service was held at a meeting of the Borough Council last evening when Cr. H. H. DeCosta's notice of motion came before the meeting. The motion read: That in view of the decision of the ratepayers to discontinue the tramway service, as declared by the recent poll, the council give consideration to the question of placing the running of the service on a sound basis and that a committee be appointed to go into the matter and report. The position was explained at length and a number of members spoke in favour of the proposal, while others thought the matter should be held over until the full figures were available. After discussion it was resolved that the motion lie on the table until the next meeting of the council. —P.A.: [126, 387, 242, 493]
- filler-body: (United Press Assn.—Copyright.) (Received Jan. 11, 9.30 p.m.) Further discussion on the proposal to scrap the Gisborne tramways and substitute a motor-bus service was held at a meeting of the Borough Council last evening when Cr. H. H. DeCosta's notice of motion came before the meeting. The motion read: That in view of the decision of the ratepayers to discontinue the tramway service, as declared by the recent poll, the council give consideration to the question of placing the running of the service on a sound basis and that a committee be appointed to go into the matter and report. The position was explained at length and a number of members spoke in favour of the proposal, while others thought the matter should be held over until the full figures were available. After discussion it was resolved that the motion lie on the table until the next meeting of the council. —P.A.: [864, 1059, 981, 1166]
- story-headline: CHAPLIN'S TROUBLE: [3, 327, 119, 343]
- story-deck: BEAM SYSTEM TO AUSTRALIA COMPLETED. SHOULD BE OPEN IN FEW DAYS.: [623, 176, 729, 195]
- story-deck: ENEMY TO THE EARWIG.: [274, 224, 340, 231]
- story-deck: DOMINION TOURNAMENT. MORNING PLAY IN SINGLES.: [373, 336, 487, 349]
- story-body: (United Press Assn.—Copyright.) (Received Jan. 11, 9.30 p.m.) Further discussion on the proposal to scrap the Gisborne tramways and substitute a motor-bus service was held at a meeting of the Borough Council last evening when Cr. H. H. DeCosta's notice of motion came before the meeting. The motion read: That in view of the decision of the ratepayers to discontinue the tramway service, as declared by the recent poll, the council give consideration to the question of placing the running of the service on a sound basis and that a committee be appointed to go into the matter and report. The position was explained at length and a number of members spoke in favour of the proposal, while others thought the matter should be held over until the full figures were available. After discussion it was resolved that the motion lie on the table until the next meeting of the council. —P.A.: [618, 521, 734, 627]
- filler-body: (United Press Assn.—Copyright.) (Received Jan. 11, 9.30 p.m.) Further discussion on the proposal to scrap the Gisborne tramways and substitute a motor-bus service was held at a meeting of the Borough Council last evening when Cr. H. H. DeCosta's notice of motion came before the meeting. The motion read: That in view of the decision of the ratepayers to discontinue the tramway service, as declared by the recent poll, the council give consideration to the question of placing the running of the service on a sound basis and that a committee be appointed to go into the matter and report. The position was explained at length and a number of members spoke in favour of the proposal, while others thought the matter should be held over until the full figures were available. After discussion it was resolved that the motion lie on the table until the next meeting of the council. —P.A.: [495, 1113, 611, 1220]
- story-dateline: LONDON, JAN. 10.: [160, 378, 208, 385]
- advertisement: The latest E.P.N.S. Ash Trays and Vases, ready to come to your home. — A. Stoneham and Co., Jewellers.: [619, 788, 733, 807]
- story-dateline: SYDNEY, JAN. 11.: [776, 190, 822, 197]
- story-dateline: LONDON, JAN. 10.: [406, 198, 454, 205]
- story-deck: MINERS THREATEN POLICE.: [147, 674, 221, 681]
- story-headline: NICARAGUAN REVOLT: [741, 310, 857, 326]
- story-headline: WIRELESS PHONE FROM ENGLAND TO MONTREAL: [618, 317, 734, 357]
- story-body: (United Press Assn.—Copyright.) (Received Jan. 11, 9.30 p.m.) Further discussion on the proposal to scrap the Gisborne tramways and substitute a motor-bus service was held at a meeting of the Borough Council last evening when Cr. H. H. DeCosta's notice of motion came before the meeting. The motion read: That in view of the decision of the ratepayers to discontinue the tramway service, as declared by the recent poll, the council give consideration to the question of placing the running of the service on a sound basis and that a committee be appointed to go into the matter and report. The position was explained at length and a number of members spoke in favour of the proposal, while others thought the matter should be held over until the full figures were available. After discussion it was resolved that the motion lie on the table until the next meeting of the council. —P.A.: [249, 241, 365, 347]
- story-body: (United Press Assn.—Copyright.) (Received Jan. 11, 9.30 p.m.) Further discussion on the proposal to scrap the Gisborne tramways and substitute a motor-bus service was held at a meeting of the Borough Council last evening when Cr. H. H. DeCosta's notice of motion came before the meeting. The motion read: That in view of the decision of the ratepayers to discontinue the tramway service, as declared by the recent poll, the council give consideration to the question of placing the running of the service on a sound basis and that a committee be appointed to go into the matter and report. The position was explained at length and a number of members spoke in favour of the proposal, while others thought the matter should be held over until the full figures were available. After discussion it was resolved that the motion lie on the table until the next meeting of the council. —P.A.: [372, 207, 488, 313]
- filler-body: (United Press Assn.—Copyright.) (Received Jan. 11, 9.30 p.m.) Further discussion on the proposal to scrap the Gisborne tramways and substitute a motor-bus service was held at a meeting of the Borough Council last evening when Cr. H. H. DeCosta's notice of motion came before the meeting. The motion read: That in view of the decision of the ratepayers to discontinue the tramway service, as declared by the recent poll, the council give consideration to the question of placing the running of the service on a sound basis and that a committee be appointed to go into the matter and report. The position was explained at length and a number of members spoke in favour of the proposal, while others thought the matter should be held over until the full figures were available. After discussion it was resolved that the motion lie on the table until the next meeting of the council. —P.A.: [618, 917, 734, 1024]
- column-deck: GENEROUS GRANT BY EMPIRE MARKETING BOARD.: [266, 56, 348, 69]
- column-deck: KILLS CELLS IN TEST TUBES.: [884, 40, 961, 46]
- divider: [864, 938, 981, 939]
- column-5: [492, 0, 641, 1971]
- story-body: (United Press Assn.—Copyright.) (Received Jan. 11, 9.30 p.m.) Further discussion on the proposal to scrap the Gisborne tramways and substitute a motor-bus service was held at a meeting of the Borough Council last evening when Cr. H. H. DeCosta's notice of motion came before the meeting. The motion read: That in view of the decision of the ratepayers to discontinue the tramway service, as declared by the recent poll, the council give consideration to the question of placing the running of the service on a sound basis and that a committee be appointed to go into the matter and report. The position was explained at length and a number of members spoke in favour of the proposal, while others thought the matter should be held over until the full figures were available. After discussion it was resolved that the motion lie on the table until the next meeting of the council. —P.A.: [3, 519, 119, 626]
- story-headline: HUGHES COMMITTED FOR TRIAL: [741, 152, 857, 180]
- filler-body: (United Press Assn.—Copyright.) (Received Jan. 11, 9.30 p.m.) Further discussion on the proposal to scrap the Gisborne tramways and substitute a motor-bus service was held at a meeting of the Borough Council last evening when Cr. H. H. DeCosta's notice of motion came before the meeting. The motion read: That in view of the decision of the ratepayers to discontinue the tramway service, as declared by the recent poll, the council give consideration to the question of placing the running of the service on a sound basis and that a committee be appointed to go into the matter and report. The position was explained at length and a number of members spoke in favour of the proposal, while others thought the matter should be held over until the full figures were available. After discussion it was resolved that the motion lie on the table until the next meeting of the council. —P.A.: [864, 1704, 981, 1810]
- story-deck: "NOT LIKELY TO REACH NEW ZEALAND.": [129, 528, 239, 535]
- column-headline: TRAMWAY SYSTEM: [3, 0, 119, 19]
- story-headline: "MUMMY IN WATER": [3, 174, 119, 190]
- story-body: (United Press Assn.—Copyright.) (Received Jan. 11, 9.30 p.m.) Further discussion on the proposal to scrap the Gisborne tramways and substitute a motor-bus service was held at a meeting of the Borough Council last evening when Cr. H. H. DeCosta's notice of motion came before the meeting. The motion read: That in view of the decision of the ratepayers to discontinue the tramway service, as declared by the recent poll, the council give consideration to the question of placing the running of the service on a sound basis and that a committee be appointed to go into the matter and report. The position was explained at length and a number of members spoke in favour of the proposal, while others thought the matter should be held over until the full figures were available. After discussion it was resolved that the motion lie on the table until the next meeting of the council. —P.A.: [495, 678, 611, 785]
- story-body: (United Press Assn.—Copyright.) (Received Jan. 11, 9.30 p.m.) Further discussion on the proposal to scrap the Gisborne tramways and substitute a motor-bus service was held at a meeting of the Borough Council last evening when Cr. H. H. DeCosta's notice of motion came before the meeting. The motion read: That in view of the decision of the ratepayers to discontinue the tramway service, as declared by the recent poll, the council give consideration to the question of placing the running of the service on a sound basis and that a committee be appointed to go into the matter and report. The position was explained at length and a number of members spoke in favour of the proposal, while others thought the matter should be held over until the full figures were available. After discussion it was resolved that the motion lie on the table until the next meeting of the council. —P.A.: [126, 837, 242, 943]
- column-deck: JAPANESE FLEET READY FOR EMERGENCY.: [495, 32, 611, 38]
- story-headline: MOTOR SHIPS: [3, 631, 119, 647]
- story-deck: ESTRANGED FROM WIFE. LILA GREY SEEKS DIVORCE.: [3, 344, 119, 357]
- story-body: (United Press Assn.—Copyright.) (Received Jan. 11, 9.30 p.m.) Further discussion on the proposal to scrap the Gisborne tramways and substitute a motor-bus service was held at a meeting of the Borough Council last evening when Cr. H. H. DeCosta's notice of motion came before the meeting. The motion read: That in view of the decision of the ratepayers to discontinue the tramway service, as declared by the recent poll, the council give consideration to the question of placing the running of the service on a sound basis and that a committee be appointed to go into the matter and report. The position was explained at length and a number of members spoke in favour of the proposal, while others thought the matter should be held over until the full figures were available. After discussion it was resolved that the motion lie on the table until the next meeting of the council. —P.A.: [864, 215, 981, 321]
- story-deck: ARISTOCRATS CHARGED WITH SELLING CROWN DIPLOMA.: [869, 192, 976, 205]
- column-1: [0, 0, 139, 1660]
- filler-body: (United Press Assn.—Copyright.) (Received Jan. 11, 9.30 p.m.) Further discussion on the proposal to scrap the Gisborne tramways and substitute a motor-bus service was held at a meeting of the Borough Council last evening when Cr. H. H. DeCosta's notice of motion came before the meeting. The motion read: That in view of the decision of the ratepayers to discontinue the tramway service, as declared by the recent poll, the council give consideration to the question of placing the running of the service on a sound basis and that a committee be appointed to go into the matter and report. The position was explained at length and a number of members spoke in favour of the proposal, while others thought the matter should be held over until the full figures were available. After discussion it was resolved that the motion lie on the table until the next meeting of the council. —P.A.: [249, 1282, 365, 1388]
- filler-body: (United Press Assn.—Copyright.) (Received Jan. 11, 9.30 p.m.) Further discussion on the proposal to scrap the Gisborne tramways and substitute a motor-bus service was held at a meeting of the Borough Council last evening when Cr. H. H. DeCosta's notice of motion came before the meeting. The motion read: That in view of the decision of the ratepayers to discontinue the tramway service, as declared by the recent poll, the council give consideration to the question of placing the running of the service on a sound basis and that a committee be appointed to go into the matter and report. The position was explained at length and a number of members spoke in favour of the proposal, while others thought the matter should be held over until the full figures were available. After discussion it was resolved that the motion lie on the table until the next meeting of the council. —P.A.: [372, 467, 488, 573]
- filler-body: (United Press Assn.—Copyright.) (Received Jan. 11, 9.30 p.m.) Further discussion on the proposal to scrap the Gisborne tramways and substitute a motor-bus service was held at a meeting of the Borough Council last evening when Cr. H. H. DeCosta's notice of motion came before the meeting. The motion read: That in view of the decision of the ratepayers to discontinue the tramway service, as declared by the recent poll, the council give consideration to the question of placing the running of the service on a sound basis and that a committee be appointed to go into the matter and report. The position was explained at length and a number of members spoke in favour of the proposal, while others thought the matter should be held over until the full figures were available. After discussion it was resolved that the motion lie on the table until the next meeting of the council. —P.A.: [249, 959, 365, 1066]
- story-dateline: CAPETOWN, JAN. 10.: [526, 500, 580, 507]
- story-body: (United Press Assn.—Copyright.) (Received Jan. 11, 9.30 p.m.) Further discussion on the proposal to scrap the Gisborne tramways and substitute a motor-bus service was held at a meeting of the Borough Council last evening when Cr. H. H. DeCosta's notice of motion came before the meeting. The motion read: That in view of the decision of the ratepayers to discontinue the tramway service, as declared by the recent poll, the council give consideration to the question of placing the running of the service on a sound basis and that a committee be appointed to go into the matter and report. The position was explained at length and a number of members spoke in favour of the proposal, while others thought the matter should be held over until the full figures were available. After discussion it was resolved that the motion lie on the table until the next meeting of the council. —P.A.: [249, 399, 365, 506]
- story-body: (United Press Assn.—Copyright.) (Received Jan. 11, 9.30 p.m.) Further discussion on the proposal to scrap the Gisborne tramways and substitute a motor-bus service was held at a meeting of the Borough Council last evening when Cr. H. H. DeCosta's notice of motion came before the meeting. The motion read: That in view of the decision of the ratepayers to discontinue the tramway service, as declared by the recent poll, the council give consideration to the question of placing the running of the service on a sound basis and that a committee be appointed to go into the matter and report. The position was explained at length and a number of members spoke in favour of the proposal, while others thought the matter should be held over until the full figures were available. After discussion it was resolved that the motion lie on the table until the next meeting of the council. —P.A.: [126, 545, 242, 651]
- column-deck: INSECTS TO COMBAT THE BLACKBERRY.: [253, 48, 361, 55]
- filler-body: (United Press Assn.—Copyright.) (Received Jan. 11, 9.30 p.m.) Further discussion on the proposal to scrap the Gisborne tramways and substitute a motor-bus service was held at a meeting of the Borough Council last evening when Cr. H. H. DeCosta's notice of motion came before the meeting. The motion read: That in view of the decision of the ratepayers to discontinue the tramway service, as declared by the recent poll, the council give consideration to the question of placing the running of the service on a sound basis and that a committee be appointed to go into the matter and report. The position was explained at length and a number of members spoke in favour of the proposal, while others thought the matter should be held over until the full figures were available. After discussion it was resolved that the motion lie on the table until the next meeting of the council. —P.A.: [618, 1455, 734, 1561]
- column-8: [861, 0, 987, 1810]
- column-2: [123, 0, 283, 1832]
- filler-body: (United Press Assn.—Copyright.) (Received Jan. 11, 9.30 p.m.) Further discussion on the proposal to scrap the Gisborne tramways and substitute a motor-bus service was held at a meeting of the Borough Council last evening when Cr. H. H. DeCosta's notice of motion came before the meeting. The motion read: That in view of the decision of the ratepayers to discontinue the tramway service, as declared by the recent poll, the council give consideration to the question of placing the running of the service on a sound basis and that a committee be appointed to go into the matter and report. The position was explained at length and a number of members spoke in favour of the proposal, while others thought the matter should be held over until the full figures were available. After discussion it was resolved that the motion lie on the table until the next meeting of the council. —P.A.: [3, 1124, 119, 1231]
- column-deck: NO OUTBREAK OF MAGNITUDE IN BRITAIN.: [138, 56, 230, 69]
- story-headline: ANGRY TOURISTS: [249, 353, 365, 369]
- story-headline: GENERAL CABLES: [126, 803, 242, 819]
- filler-body: (United Press Assn.—Copyright.) (Received Jan. 11, 9.30 p.m.) Further discussion on the proposal to scrap the Gisborne tramways and substitute a motor-bus service was held at a meeting of the Borough Council last evening when Cr. H. H. DeCosta's notice of motion came before the meeting. The motion read: That in view of the decision of the ratepayers to discontinue the tramway service, as declared by the recent poll, the council give consideration to the question of placing the running of the service on a sound basis and that a committee be appointed to go into the matter and report. The position was explained at length and a number of members spoke in favour of the proposal, while others thought the matter should be held over until the full figures were available. After discussion it was resolved that the motion lie on the table until the next meeting of the council. —P.A.: [126, 1296, 242, 1402]
- divider: [864, 923, 981, 924]
- filler-body: (United Press Assn.—Copyright.) (Received Jan. 11, 9.30 p.m.) Further discussion on the proposal to scrap the Gisborne tramways and substitute a motor-bus service was held at a meeting of the Borough Council last evening when Cr. H. H. DeCosta's notice of motion came before the meeting. The motion read: That in view of the decision of the ratepayers to discontinue the tramway service, as declared by the recent poll, the council give consideration to the question of placing the running of the service on a sound basis and that a committee be appointed to go into the matter and report. The position was explained at length and a number of members spoke in favour of the proposal, while others thought the matter should be held over until the full figures were available. After discussion it was resolved that the motion lie on the table until the next meeting of the council. —P.A.: [864, 1597, 981, 1703]
- story-body: (United Press Assn.—Copyright.) (Received Jan. 11, 9.30 p.m.) Further discussion on the proposal to scrap the Gisborne tramways and substitute a motor-bus service was held at a meeting of the Borough Council last evening when Cr. H. H. DeCosta's notice of motion came before the meeting. The motion read: That in view of the decision of the ratepayers to discontinue the tramway service, as declared by the recent poll, the council give consideration to the question of placing the running of the service on a sound basis and that a committee be appointed to go into the matter and report. The position was explained at length and a number of members spoke in favour of the proposal, while others thought the matter should be held over until the full figures were available. After discussion it was resolved that the motion lie on the table until the next meeting of the council. —P.A.: [126, 229, 242, 335]
- story-dateline: AUCKLAND, JAN. 11.: [895, 804, 950, 811]
- story-body: (United Press Assn.—Copyright.) (Received Jan. 11, 9.30 p.m.) Further discussion on the proposal to scrap the Gisborne tramways and substitute a motor-bus service was held at a meeting of the Borough Council last evening when Cr. H. H. DeCosta's notice of motion came before the meeting. The motion read: That in view of the decision of the ratepayers to discontinue the tramway service, as declared by the recent poll, the council give consideration to the question of placing the running of the service on a sound basis and that a committee be appointed to go into the matter and report. The position was explained at length and a number of members spoke in favour of the proposal, while others thought the matter should be held over until the full figures were available. After discussion it was resolved that the motion lie on the table until the next meeting of the council. —P.A.: [126, 691, 242, 797]
- story-deck: WELLINGTON ARCHITECT LOSES £20,000 TO £15,000. TWO MEN ARRESTED.: [372, 184, 488, 197]
- column-deck: INVESTIGATIONS IN BRITAIN.: [267, 40, 346, 46]
- column-deck: ENTHUSIASTIC RECEPTION TO DUKE AND DUCHESS.: [620, 32, 732, 45]
- story-body: (United Press Assn.—Copyright.) (Received Jan. 11, 9.30 p.m.) Further discussion on the proposal to scrap the Gisborne tramways and substitute a motor-bus service was held at a meeting of the Borough Council last evening when Cr. H. H. DeCosta's notice of motion came before the meeting. The motion read: That in view of the decision of the ratepayers to discontinue the tramway service, as declared by the recent poll, the council give consideration to the question of placing the running of the service on a sound basis and that a committee be appointed to go into the matter and report. The position was explained at length and a number of members spoke in favour of the proposal, while others thought the matter should be held over until the full figures were available. After discussion it was resolved that the motion lie on the table until the next meeting of the council. —P.A.: [495, 977, 611, 1083]
- column-subheading: DISCOVERY OF NEW AND POWERFUL SERUM: [881, 22, 964, 37]
- filler-body: (United Press Assn.—Copyright.) (Received Jan. 11, 9.30 p.m.) Further discussion on the proposal to scrap the Gisborne tramways and substitute a motor-bus service was held at a meeting of the Borough Council last evening when Cr. H. H. DeCosta's notice of motion came before the meeting. The motion read: That in view of the decision of the ratepayers to discontinue the tramway service, as declared by the recent poll, the council give consideration to the question of placing the running of the service on a sound basis and that a committee be appointed to go into the matter and report. The position was explained at length and a number of members spoke in favour of the proposal, while others thought the matter should be held over until the full figures were available. After discussion it was resolved that the motion lie on the table until the next meeting of the council. —P.A.: [741, 1026, 857, 1132]
- story-dateline: WELLINGTON, JAN. 11.: [154, 537, 214, 544]
- filler-body: (United Press Assn.—Copyright.) (Received Jan. 11, 9.30 p.m.) Further discussion on the proposal to scrap the Gisborne tramways and substitute a motor-bus service was held at a meeting of the Borough Council last evening when Cr. H. H. DeCosta's notice of motion came before the meeting. The motion read: That in view of the decision of the ratepayers to discontinue the tramway service, as declared by the recent poll, the council give consideration to the question of placing the running of the service on a sound basis and that a committee be appointed to go into the matter and report. The position was explained at length and a number of members spoke in favour of the proposal, while others thought the matter should be held over until the full figures were available. After discussion it was resolved that the motion lie on the table until the next meeting of the council. —P.A.: [741, 1133, 857, 1240]
- article-body: (United Press Assn.—Copyright.) (Received Jan. 11, 9.30 p.m.) Further discussion on the proposal to scrap the Gisborne tramways and substitute a motor-bus service was held at a meeting of the Borough Council last evening when Cr. H. H. DeCosta's notice of motion came before the meeting. The motion read: That in view of the decision of the ratepayers to discontinue the tramway service, as declared by the recent poll, the council give consideration to the question of placing the running of the service on a sound basis and that a committee be appointed to go into the matter and report. The position was explained at length and a number of members spoke in favour of the proposal, while others thought the matter should be held over until the full figures were available. After discussion it was resolved that the motion lie on the table until the next meeting of the council. —P.A.: [864, 62, 981, 169]
- filler-body: (United Press Assn.—Copyright.) (Received Jan. 11, 9.30 p.m.) Further discussion on the proposal to scrap the Gisborne tramways and substitute a motor-bus service was held at a meeting of the Borough Council last evening when Cr. H. H. DeCosta's notice of motion came before the meeting. The motion read: That in view of the decision of the ratepayers to discontinue the tramway service, as declared by the recent poll, the council give consideration to the question of placing the running of the service on a sound basis and that a committee be appointed to go into the matter and report. The position was explained at length and a number of members spoke in favour of the proposal, while others thought the matter should be held over until the full figures were available. After discussion it was resolved that the motion lie on the table until the next meeting of the council. —P.A.: [3, 1017, 119, 1123]
- story-dateline: LONDON, JAN. 11.: [160, 829, 208, 836]
- story-body: (United Press Assn.—Copyright.) (Received Jan. 11, 9.30 p.m.) Further discussion on the proposal to scrap the Gisborne tramways and substitute a motor-bus service was held at a meeting of the Borough Council last evening when Cr. H. H. DeCosta's notice of motion came before the meeting. The motion read: That in view of the decision of the ratepayers to discontinue the tramway service, as declared by the recent poll, the council give consideration to the question of placing the running of the service on a sound basis and that a committee be appointed to go into the matter and report. The position was explained at length and a number of members spoke in favour of the proposal, while others thought the matter should be held over until the full figures were available. After discussion it was resolved that the motion lie on the table until the next meeting of the council. —P.A.: [864, 367, 981, 473]
- story-body: (United Press Assn.—Copyright.) (Received Jan. 11, 9.30 p.m.) Further discussion on the proposal to scrap the Gisborne tramways and substitute a motor-bus service was held at a meeting of the Borough Council last evening when Cr. H. H. DeCosta's notice of motion came before the meeting. The motion read: That in view of the decision of the ratepayers to discontinue the tramway service, as declared by the recent poll, the council give consideration to the question of placing the running of the service on a sound basis and that a committee be appointed to go into the matter and report. The position was explained at length and a number of members spoke in favour of the proposal, while others thought the matter should be held over until the full figures were available. After discussion it was resolved that the motion lie on the table until the next meeting of the council. —P.A.: [741, 198, 857, 304]
- filler-body: (United Press Assn.—Copyright.) (Received Jan. 11, 9.30 p.m.) Further discussion on the proposal to scrap the Gisborne tramways and substitute a motor-bus service was held at a meeting of the Borough Council last evening when Cr. H. H. DeCosta's notice of motion came before the meeting. The motion read: That in view of the decision of the ratepayers to discontinue the tramway service, as declared by the recent poll, the council give consideration to the question of placing the running of the service on a sound basis and that a committee be appointed to go into the matter and report. The position was explained at length and a number of members spoke in favour of the proposal, while others thought the matter should be held over until the full figures were available. After discussion it was resolved that the motion lie on the table until the next meeting of the council. —P.A.: [249, 637, 365, 743]
- story-headline: ACCIDENTS & DEATHS: [864, 327, 981, 343]
- story-headline: WIRELESS WONDERS: [618, 158, 734, 174]
- filler-body: (United Press Assn.—Copyright.) (Received Jan. 11, 9.30 p.m.) Further discussion on the proposal to scrap the Gisborne tramways and substitute a motor-bus service was held at a meeting of the Borough Council last evening when Cr. H. H. DeCosta's notice of motion came before the meeting. The motion read: That in view of the decision of the ratepayers to discontinue the tramway service, as declared by the recent poll, the council give consideration to the question of placing the running of the service on a sound basis and that a committee be appointed to go into the matter and report. The position was explained at length and a number of members spoke in favour of the proposal, while others thought the matter should be held over until the full figures were available. After discussion it was resolved that the motion lie on the table until the next meeting of the council. —P.A.: [372, 574, 488, 680]
- story-headline: AID FOR DETERIORATED PASTURES: [249, 183, 365, 223]
- story-dateline: AUCKLAND, JAN. 11.: [33, 206, 89, 213]
- filler-body: (United Press Assn.—Copyright.) (Received Jan. 11, 9.30 p.m.) Further discussion on the proposal to scrap the Gisborne tramways and substitute a motor-bus service was held at a meeting of the Borough Council last evening when Cr. H. H. DeCosta's notice of motion came before the meeting. The motion read: That in view of the decision of the ratepayers to discontinue the tramway service, as declared by the recent poll, the council give consideration to the question of placing the running of the service on a sound basis and that a committee be appointed to go into the matter and report. The position was explained at length and a number of members spoke in favour of the proposal, while others thought the matter should be held over until the full figures were available. After discussion it was resolved that the motion lie on the table until the next meeting of the council. —P.A.: [3, 1232, 119, 1338]
- column-deck: CR. DECOSTA EXPLAINS SCHEME TO COUNCIL: [12, 40, 110, 53]
- column-headline: INFLUENZA SCOURGE: [126, 0, 242, 19]
- column-headline: DEADLY CANCER: [864, 0, 981, 19]
- filler-body: (United Press Assn.—Copyright.) (Received Jan. 11, 9.30 p.m.) Further discussion on the proposal to scrap the Gisborne tramways and substitute a motor-bus service was held at a meeting of the Borough Council last evening when Cr. H. H. DeCosta's notice of motion came before the meeting. The motion read: That in view of the decision of the ratepayers to discontinue the tramway service, as declared by the recent poll, the council give consideration to the question of placing the running of the service on a sound basis and that a committee be appointed to go into the matter and report. The position was explained at length and a number of members spoke in favour of the proposal, while others thought the matter should be held over until the full figures were available. After discussion it was resolved that the motion lie on the table until the next meeting of the council. —P.A.: [495, 1651, 611, 1757]
- story-body: (United Press Assn.—Copyright.) (Received Jan. 11, 9.30 p.m.) Further discussion on the proposal to scrap the Gisborne tramways and substitute a motor-bus service was held at a meeting of the Borough Council last evening when Cr. H. H. DeCosta's notice of motion came before the meeting. The motion read: That in view of the decision of the ratepayers to discontinue the tramway service, as declared by the recent poll, the council give consideration to the question of placing the running of the service on a sound basis and that a committee be appointed to go into the matter and report. The position was explained at length and a number of members spoke in favour of the proposal, while others thought the matter should be held over until the full figures were available. After discussion it was resolved that the motion lie on the table until the next meeting of the council. —P.A.: [741, 503, 857, 609]
- story-dateline: NAPIER, JAN. 11.: [901, 517, 944, 524]
- column-headline: DEATH OF CHILD: [741, 0, 857, 19]
- story-dateline: VANCOUVER, JAN. 10.: [32, 359, 90, 366]
- filler-body: (United Press Assn.—Copyright.) (Received Jan. 11, 9.30 p.m.) Further discussion on the proposal to scrap the Gisborne tramways and substitute a motor-bus service was held at a meeting of the Borough Council last evening when Cr. H. H. DeCosta's notice of motion came before the meeting. The motion read: That in view of the decision of the ratepayers to discontinue the tramway service, as declared by the recent poll, the council give consideration to the question of placing the running of the service on a sound basis and that a committee be appointed to go into the matter and report. The position was explained at length and a number of members spoke in favour of the proposal, while others thought the matter should be held over until the full figures were available. After discussion it was resolved that the motion lie on the table until the next meeting of the council. —P.A.: [864, 952, 981, 1058]
- column-6: [615, 0, 738, 1668]
- story-body: (United Press Assn.—Copyright.) (Received Jan. 11, 9.30 p.m.) Further discussion on the proposal to scrap the Gisborne tramways and substitute a motor-bus service was held at a meeting of the Borough Council last evening when Cr. H. H. DeCosta's notice of motion came before the meeting. The motion read: That in view of the decision of the ratepayers to discontinue the tramway service, as declared by the recent poll, the council give consideration to the question of placing the running of the service on a sound basis and that a committee be appointed to go into the matter and report. The position was explained at length and a number of members spoke in favour of the proposal, while others thought the matter should be held over until the full figures were available. After discussion it was resolved that the motion lie on the table until the next meeting of the council. —P.A.: [495, 209, 611, 315]
- filler-body: (United Press Assn.—Copyright.) (Received Jan. 11, 9.30 p.m.) Further discussion on the proposal to scrap the Gisborne tramways and substitute a motor-bus service was held at a meeting of the Borough Council last evening when Cr. H. H. DeCosta's notice of motion came before the meeting. The motion read: That in view of the decision of the ratepayers to discontinue the tramway service, as declared by the recent poll, the council give consideration to the question of placing the running of the service on a sound basis and that a committee be appointed to go into the matter and report. The position was explained at length and a number of members spoke in favour of the proposal, while others thought the matter should be held over until the full figures were available. After discussion it was resolved that the motion lie on the table until the next meeting of the council. —P.A.: [3, 909, 119, 1016]
- filler-body: (United Press Assn.—Copyright.) (Received Jan. 11, 9.30 p.m.) Further discussion on the proposal to scrap the Gisborne tramways and substitute a motor-bus service was held at a meeting of the Borough Council last evening when Cr. H. H. DeCosta's notice of motion came before the meeting. The motion read: That in view of the decision of the ratepayers to discontinue the tramway service, as declared by the recent poll, the council give consideration to the question of placing the running of the service on a sound basis and that a committee be appointed to go into the matter and report. The position was explained at length and a number of members spoke in favour of the proposal, while others thought the matter should be held over until the full figures were available. After discussion it was resolved that the motion lie on the table until the next meeting of the council. —P.A.: [864, 1382, 981, 1488]
- column-deck: BUT DEATH RATE NOT HIGH.: [146, 48, 222, 55]
- filler-body: (United Press Assn.—Copyright.) (Received Jan. 11, 9.30 p.m.) Further discussion on the proposal to scrap the Gisborne tramways and substitute a motor-bus service was held at a meeting of the Borough Council last evening when Cr. H. H. DeCosta's notice of motion came before the meeting. The motion read: That in view of the decision of the ratepayers to discontinue the tramway service, as declared by the recent poll, the council give consideration to the question of placing the running of the service on a sound basis and that a committee be appointed to go into the matter and report. The position was explained at length and a number of members spoke in favour of the proposal, while others thought the matter should be held over until the full figures were available. After discussion it was resolved that the motion lie on the table until the next meeting of the council. —P.A.: [126, 1403, 242, 1510]
- divider: [126, 947, 242, 948]
- story-dateline: NEW YORK, JAN. 10.: [772, 494, 826, 501]
- story-deck: FURTHER TROUBLE FOR LANG. NO PAIRS FOR MINISTERS GOING HOME.: [6, 497, 116, 510]
- filler-body: (United Press Assn.—Copyright.) (Received Jan. 11, 9.30 p.m.) Further discussion on the proposal to scrap the Gisborne tramways and substitute a motor-bus service was held at a meeting of the Borough Council last evening when Cr. H. H. DeCosta's notice of motion came before the meeting. The motion read: That in view of the decision of the ratepayers to discontinue the tramway service, as declared by the recent poll, the council give consideration to the question of placing the running of the service on a sound basis and that a committee be appointed to go into the matter and report. The position was explained at length and a number of members spoke in favour of the proposal, while others thought the matter should be held over until the full figures were available. After discussion it was resolved that the motion lie on the table until the next meeting of the council. —P.A.: [864, 1274, 981, 1380]
- filler-body: (United Press Assn.—Copyright.) (Received Jan. 11, 9.30 p.m.) Further discussion on the proposal to scrap the Gisborne tramways and substitute a motor-bus service was held at a meeting of the Borough Council last evening when Cr. H. H. DeCosta's notice of motion came before the meeting. The motion read: That in view of the decision of the ratepayers to discontinue the tramway service, as declared by the recent poll, the council give consideration to the question of placing the running of the service on a sound basis and that a committee be appointed to go into the matter and report. The position was explained at length and a number of members spoke in favour of the proposal, while others thought the matter should be held over until the full figures were available. After discussion it was resolved that the motion lie on the table until the next meeting of the council. —P.A.: [618, 1347, 734, 1453]
- article-body: (United Press Assn.—Copyright.) (Received Jan. 11, 9.30 p.m.) Further discussion on the proposal to scrap the Gisborne tramways and substitute a motor-bus service was held at a meeting of the Borough Council last evening when Cr. H. H. DeCosta's notice of motion came before the meeting. The motion read: That in view of the decision of the ratepayers to discontinue the tramway service, as declared by the recent poll, the council give consideration to the question of placing the running of the service on a sound basis and that a committee be appointed to go into the matter and report. The position was explained at length and a number of members spoke in favour of the proposal, while others thought the matter should be held over until the full figures were available. After discussion it was resolved that the motion lie on the table until the next meeting of the council. —P.A.: [126, 71, 242, 177]
- story-dateline: LONDON, JAN. 10.: [775, 640, 823, 647]
- story-body: (United Press Assn.—Copyright.) (Received Jan. 11, 9.30 p.m.) Further discussion on the proposal to scrap the Gisborne tramways and substitute a motor-bus service was held at a meeting of the Borough Council last evening when Cr. H. H. DeCosta's notice of motion came before the meeting. The motion read: That in view of the decision of the ratepayers to discontinue the tramway service, as declared by the recent poll, the council give consideration to the question of placing the running of the service on a sound basis and that a committee be appointed to go into the matter and report. The position was explained at length and a number of members spoke in favour of the proposal, while others thought the matter should be held over until the full figures were available. After discussion it was resolved that the motion lie on the table until the next meeting of the council. —P.A.: [618, 205, 734, 311]
- advertisement: WADE'S WORM FIGS. Good to eat — safe — certain.: [251, 514, 363, 527]
- story-dateline: LONDON, JAN. 10.: [37, 663, 85, 670]
- story-deck: CHILD'S PATHETIC MESSAGE. WOMAN BELIEVED DROWNED.: [10, 192, 112, 205]
- filler-body: (United Press Assn.—Copyright.) (Received Jan. 11, 9.30 p.m.) Further discussion on the proposal to scrap the Gisborne tramways and substitute a motor-bus service was held at a meeting of the Borough Council last evening when Cr. H. H. DeCosta's notice of motion came before the meeting. The motion read: That in view of the decision of the ratepayers to discontinue the tramway service, as declared by the recent poll, the council give consideration to the question of placing the running of the service on a sound basis and that a committee be appointed to go into the matter and report. The position was explained at length and a number of members spoke in favour of the proposal, while others thought the matter should be held over until the full figures were available. After discussion it was resolved that the motion lie on the table until the next meeting of the council. —P.A.: [495, 1758, 611, 1864]
- filler-body: (United Press Assn.—Copyright.) (Received Jan. 11, 9.30 p.m.) Further discussion on the proposal to scrap the Gisborne tramways and substitute a motor-bus service was held at a meeting of the Borough Council last evening when Cr. H. H. DeCosta's notice of motion came before the meeting. The motion read: That in view of the decision of the ratepayers to discontinue the tramway service, as declared by the recent poll, the council give consideration to the question of placing the running of the service on a sound basis and that a committee be appointed to go into the matter and report. The position was explained at length and a number of members spoke in favour of the proposal, while others thought the matter should be held over until the full figures were available. After discussion it was resolved that the motion lie on the table until the next meeting of the council. —P.A.: [864, 1489, 981, 1595]
- story-deck: WITNESS IN CRIMINAL CONSPIRACY CHARGE.: [750, 480, 848, 493]
- story-headline: RUN DOWN BY BALLAST TRAIN: [864, 479, 981, 507]
- story-headline: ANTI-STRIKE BILL: [495, 936, 611, 952]
- article-body: (United Press Assn.—Copyright.) (Received Jan. 11, 9.30 p.m.) Further discussion on the proposal to scrap the Gisborne tramways and substitute a motor-bus service was held at a meeting of the Borough Council last evening when Cr. H. H. DeCosta's notice of motion came before the meeting. The motion read: That in view of the decision of the ratepayers to discontinue the tramway service, as declared by the recent poll, the council give consideration to the question of placing the running of the service on a sound basis and that a committee be appointed to go into the matter and report. The position was explained at length and a number of members spoke in favour of the proposal, while others thought the matter should be held over until the full figures were available. After discussion it was resolved that the motion lie on the table until the next meeting of the council. —P.A.: [741, 40, 857, 146]
- advertisement: SANDER'S EUCALYPTI EXTRACT: [753, 909, 845, 916]
- story-headline: BRITISH, AMERICAN AND JAPANESE TROOPS READY: [495, 620, 611, 660]
- filler-body: (United Press Assn.—Copyright.) (Received Jan. 11, 9.30 p.m.) Further discussion on the proposal to scrap the Gisborne tramways and substitute a motor-bus service was held at a meeting of the Borough Council last evening when Cr. H. H. DeCosta's notice of motion came before the meeting. The motion read: That in view of the decision of the ratepayers to discontinue the tramway service, as declared by the recent poll, the council give consideration to the question of placing the running of the service on a sound basis and that a committee be appointed to go into the matter and report. The position was explained at length and a number of members spoke in favour of the proposal, while others thought the matter should be held over until the full figures were available. After discussion it was resolved that the motion lie on the table until the next meeting of the council. —P.A.: [126, 1081, 242, 1187]
- column-subheading: THE INQUEST ON JOAN SMITH: [750, 22, 848, 29]
